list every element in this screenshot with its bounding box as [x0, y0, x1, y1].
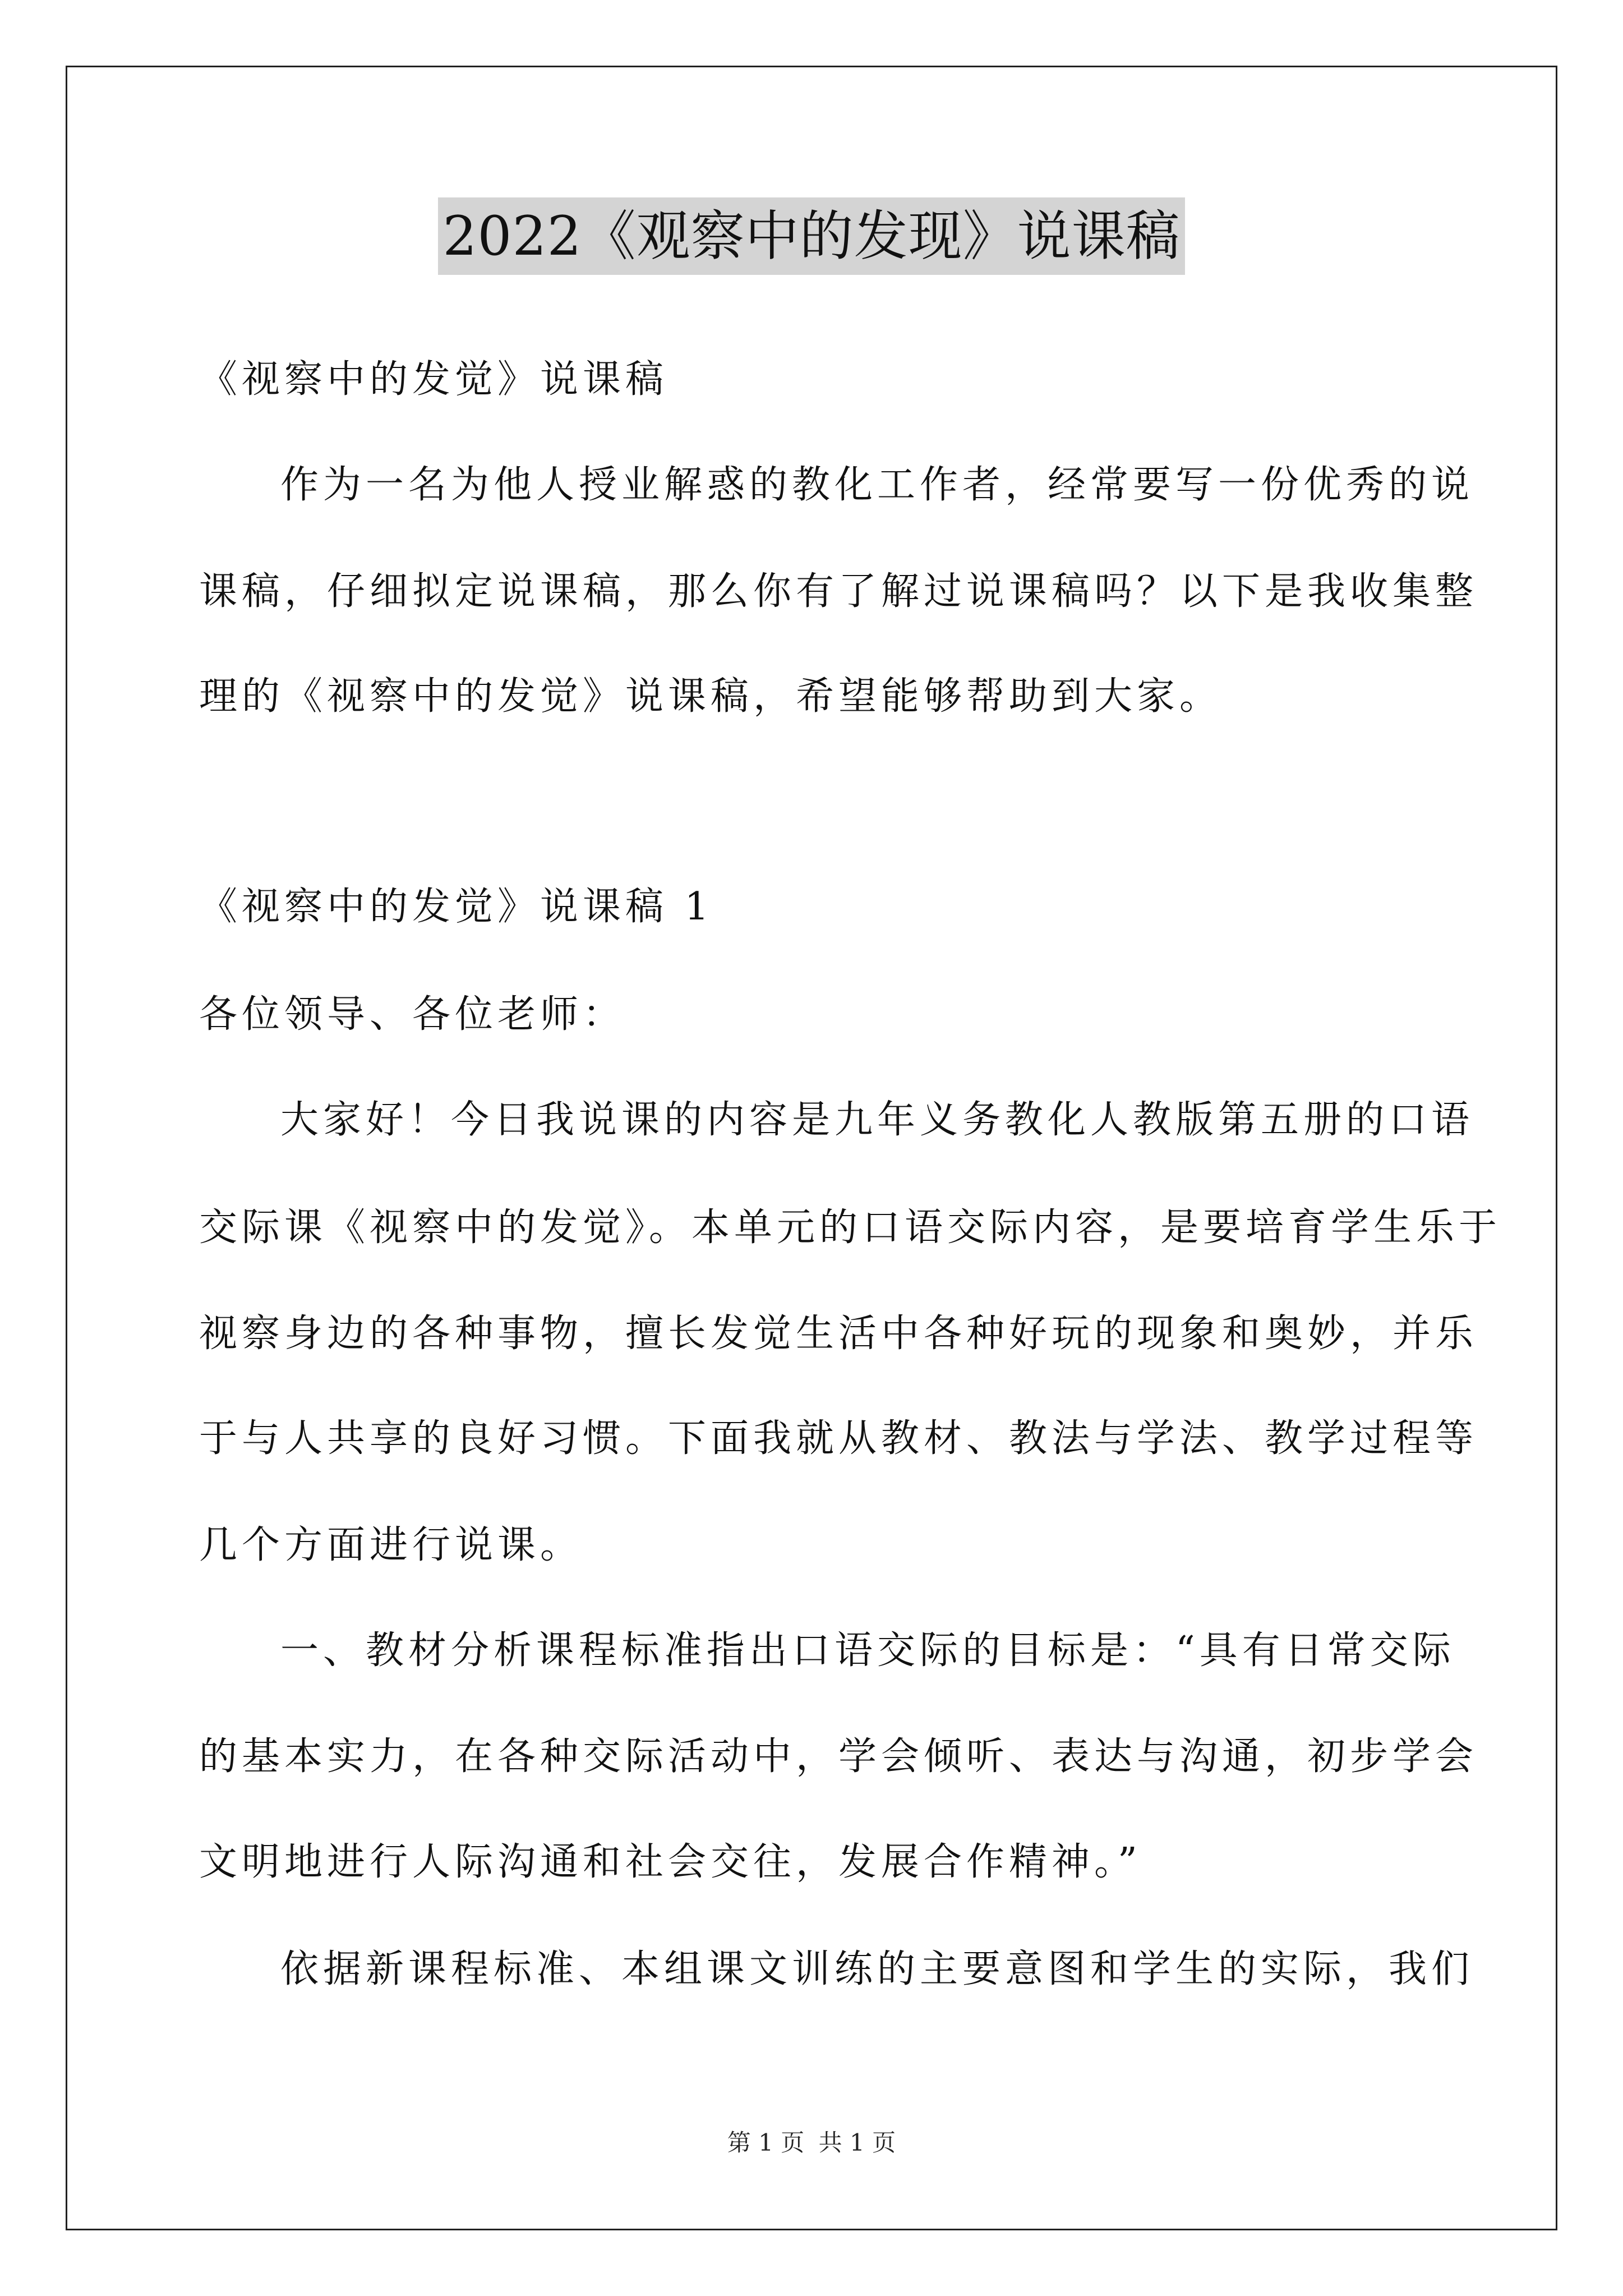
paragraph-line: 几个方面进行说课。: [199, 1523, 583, 1567]
page-number: 第 1 页: [727, 2129, 805, 2156]
paragraph-line: 的基本实力，在各种交际活动中，学会倾听、表达与沟通，初步学会: [199, 1734, 1478, 1779]
title-container: [0, 197, 1623, 275]
paragraph-line: 课稿，仔细拟定说课稿，那么你有了解过说课稿吗？以下是我收集整: [199, 569, 1478, 614]
section-heading: 《视察中的发觉》说课稿 1: [199, 885, 713, 929]
paragraph-line: 交际课《视察中的发觉》。本单元的口语交际内容，是要培育学生乐于: [199, 1205, 1502, 1250]
page-footer: [0, 2126, 1623, 2160]
paragraph-line: 作为一名为他人授业解惑的教化工作者，经常要写一份优秀的说: [280, 463, 1474, 507]
paragraph-line: 于与人共享的良好习惯。下面我就从教材、教法与学法、教学过程等: [199, 1416, 1478, 1461]
paragraph-line: 视察身边的各种事物，擅长发觉生活中各种好玩的现象和奥妙，并乐: [199, 1312, 1478, 1356]
salutation-line: 各位领导、各位老师：: [199, 992, 626, 1037]
paragraph-line: 理的《视察中的发觉》说课稿，希望能够帮助到大家。: [199, 674, 1223, 719]
paragraph-line: 一、教材分析课程标准指出口语交际的目标是：“具有日常交际: [280, 1628, 1455, 1673]
document-title: 2022《观察中的发现》说课稿: [438, 197, 1184, 275]
paragraph-line: 文明地进行人际沟通和社会交往，发展合作精神。”: [199, 1840, 1142, 1884]
paragraph-line: 依据新课程标准、本组课文训练的主要意图和学生的实际，我们: [280, 1947, 1474, 1991]
paragraph-line: 大家好！今日我说课的内容是九年义务教化人教版第五册的口语: [280, 1098, 1474, 1142]
subtitle-line: 《视察中的发觉》说课稿: [199, 357, 668, 402]
page-total: 共 1 页: [818, 2129, 896, 2156]
